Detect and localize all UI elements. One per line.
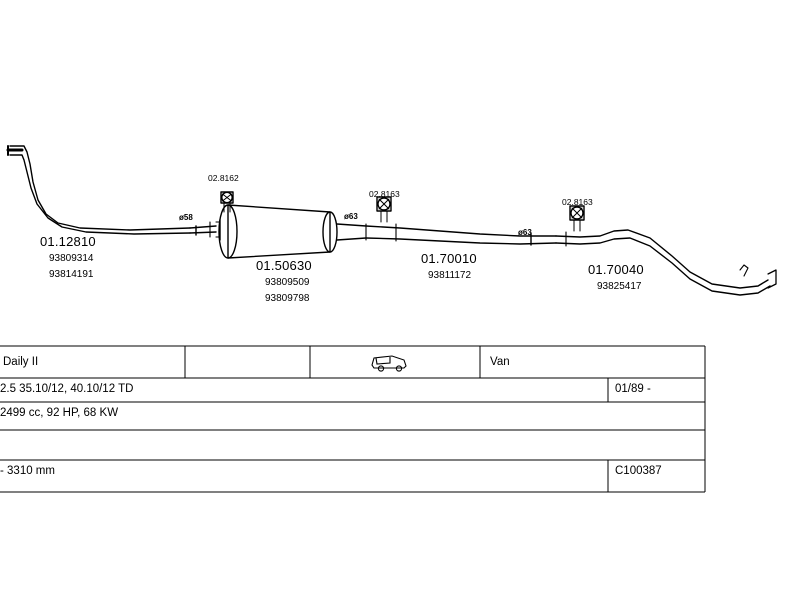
part-ref-front-pipe-2: 93814191 [49,269,94,280]
part-code-centre-silencer: 01.50630 [256,258,312,273]
part-ref-centre-pipe-1: 93811172 [428,270,472,281]
part-ref-rear-pipe-1: 93825417 [597,281,642,292]
front-pipe-graphic [8,146,190,234]
diameter-label-3: ø63 [518,228,532,237]
clamp-code-2: 02.8163 [369,189,400,199]
table-period: 01/89 - [615,383,651,395]
part-code-front-pipe: 01.12810 [40,234,96,249]
clamp-code-1: 02.8162 [208,173,239,183]
clamp-2-graphic [377,197,391,222]
table-model: Daily II [3,356,39,368]
diameter-label-1: ø58 [179,213,193,222]
table-variant: 2.5 35.10/12, 40.10/12 TD [0,383,134,395]
part-ref-front-pipe-1: 93809314 [49,253,94,264]
part-ref-centre-silencer-2: 93809798 [265,293,310,304]
part-ref-centre-silencer-1: 93809509 [265,277,310,288]
spec-table-grid [0,346,705,492]
part-code-rear-pipe: 01.70040 [588,262,644,277]
van-icon [372,356,406,371]
table-body-type: Van [490,356,510,368]
clamp-3-graphic [570,206,584,231]
silencer-outlet-pipe [337,224,366,240]
table-engine: 2499 cc, 92 HP, 68 KW [0,407,119,419]
table-wheelbase: - 3310 mm [0,465,55,477]
silencer-inlet-pipe [190,222,216,237]
part-code-centre-pipe: 01.70010 [421,251,477,266]
clamp-code-3: 02.8163 [562,197,593,207]
centre-silencer-graphic [216,205,337,258]
table-drawing-no: C100387 [615,465,662,477]
diameter-label-2: ø63 [344,212,358,221]
